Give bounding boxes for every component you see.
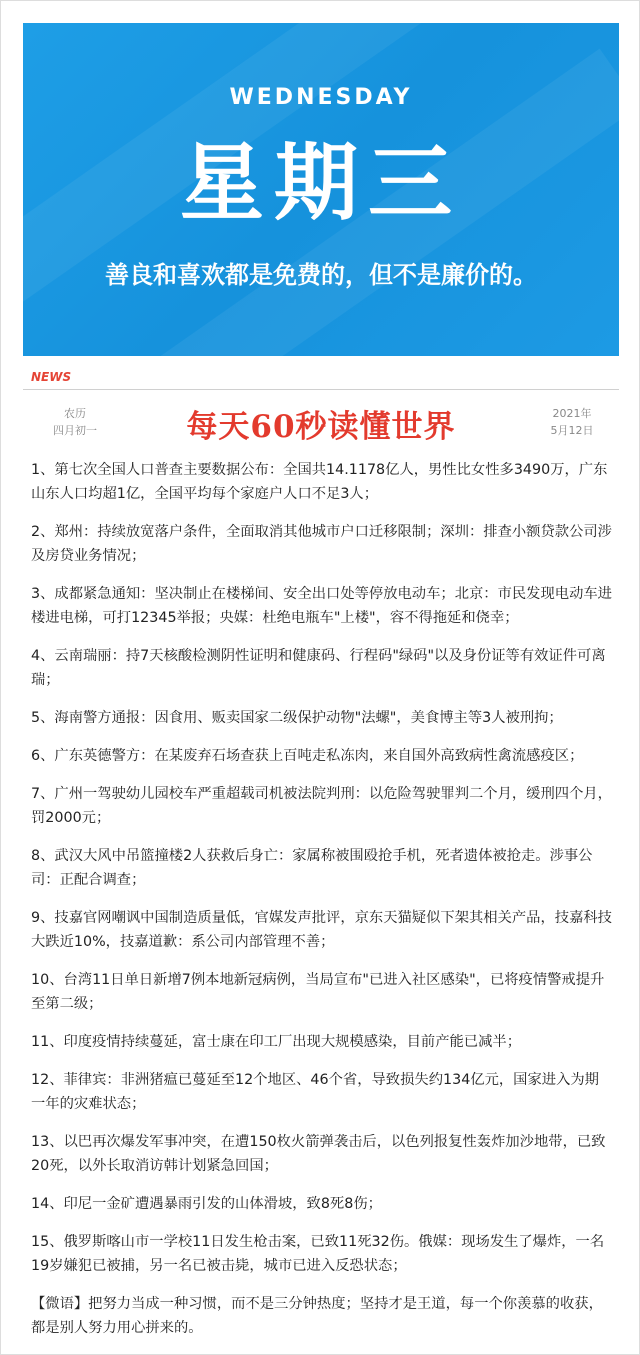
news-item: 2、郑州：持续放宽落户条件，全面取消其他城市户口迁移限制；深圳：排查小额贷款公司涉及房贷业务情况； [31,524,612,564]
news-item: 1、第七次全国人口普查主要数据公布：全国共14.1178亿人，男性比女性多3490万，广东山东人口均超1亿，全国平均每个家庭户人口不足3人； [31,462,608,502]
divider [23,389,619,390]
lunar-label: 农历 [64,407,86,420]
headline-title: 每天60秒读懂世界 [186,409,456,445]
banner-slogan: 善良和喜欢都是免费的，但不是廉价的。 [105,260,537,289]
news-item: 8、武汉大风中吊篮撞楼2人获救后身亡：家属称被围殴抢手机，死者遗体被抢走。涉事公司：正配合调查； [31,848,593,888]
news-item: 9、技嘉官网嘲讽中国制造质量低，官媒发声批评，京东天猫疑似下架其相关产品，技嘉科技大跌近10%，技嘉道歉：系公司内部管理不善； [31,910,612,950]
weekday-banner [23,23,619,356]
header-row [23,397,619,445]
daily-quote: 【微语】把努力当成一种习惯，而不是三分钟热度；坚持才是王道，每一个你羡慕的收获，都是别人努力用心拼来的。 [31,1296,603,1336]
news-item: 10、台湾11日单日新增7例本地新冠病例，当局宣布"已进入社区感染"，已将疫情警戒提升至第二级； [31,972,605,1012]
lunar-date: 四月初一 [53,424,97,437]
news-list [31,458,613,1340]
news-item: 15、俄罗斯喀山市一学校11日发生枪击案，已致11死32伤。俄媒：现场发生了爆炸，一名19岁嫌犯已被捕，另一名已被击毙，城市已进入反恐状态； [31,1234,605,1274]
year: 2021年 [552,407,592,420]
date: 5月12日 [550,424,594,437]
news-item: 3、成都紧急通知：坚决制止在楼梯间、安全出口处等停放电动车；北京：市民发现电动车进楼进电梯，可打12345举报；央媒：杜绝电瓶车"上楼"，容不得拖延和侥幸； [31,586,612,626]
news-item: 6、广东英德警方：在某废弃石场查获上百吨走私冻肉，来自国外高致病性禽流感疫区； [31,748,584,764]
news-item: 14、印尼一金矿遭遇暴雨引发的山体滑坡，致8死8伤； [31,1196,382,1212]
weekday-english: WEDNESDAY [229,85,413,110]
news-tag: NEWS [31,370,72,384]
solar-date-block [537,405,607,439]
news-item: 12、菲律宾：非洲猪瘟已蔓延至12个地区、46个省，导致损失约134亿元，国家进入为期一年的灾难状态； [31,1072,599,1112]
news-item: 7、广州一驾驶幼儿园校车严重超载司机被法院判刑：以危险驾驶罪判二个月，缓刑四个月，罚2000元； [31,786,612,826]
weekday-chinese: 星期三 [179,134,462,232]
news-item: 5、海南警方通报：因食用、贩卖国家二级保护动物"法螺"，美食博主等3人被刑拘； [31,710,563,726]
news-item: 13、以巴再次爆发军事冲突，在遭150枚火箭弹袭击后，以色列报复性轰炸加沙地带，已致20死，以外长取消访韩计划紧急回国； [31,1134,606,1174]
news-item: 4、云南瑞丽：持7天核酸检测阴性证明和健康码、行程码"绿码"以及身份证等有效证件可离瑞； [31,648,606,688]
news-item: 11、印度疫情持续蔓延，富士康在印工厂出现大规模感染，目前产能已减半； [31,1034,521,1050]
